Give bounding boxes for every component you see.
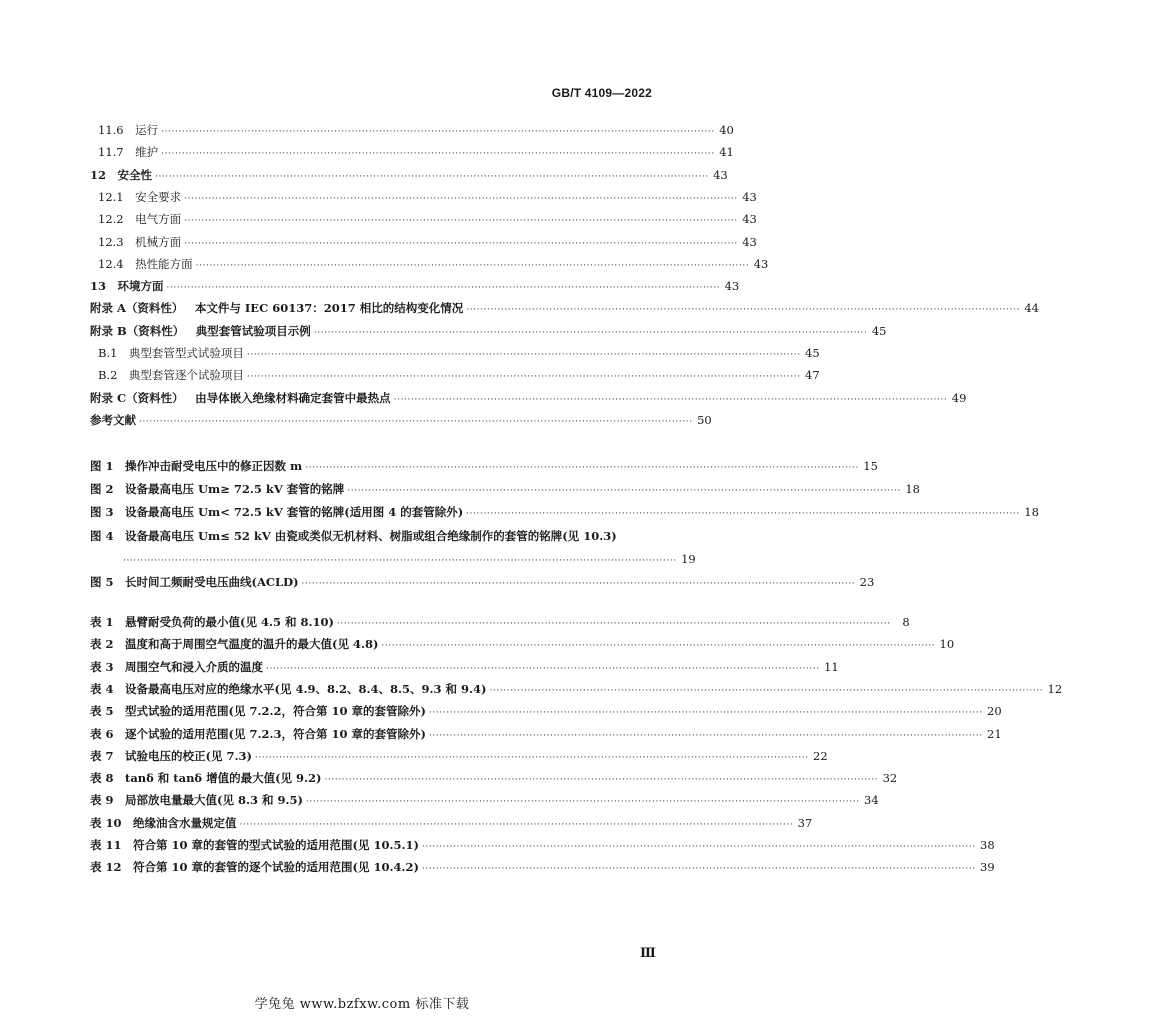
tables-entry-label: 表 3 周围空气和浸入介质的温度 [90,659,264,674]
toc-entry-page: 44 [1024,301,1039,316]
standard-number-header: GB/T 4109—2022 [551,86,652,100]
tables-entry[interactable] [90,814,813,832]
figures-entry[interactable] [90,573,875,591]
toc-entry-page: 50 [697,412,712,427]
tables-entry[interactable] [90,635,955,653]
leader-dots: ································································································································································ [421,864,976,875]
toc-entry[interactable] [90,322,887,340]
tables-entry[interactable] [90,725,1002,743]
figures-entry[interactable] [90,503,1039,521]
toc-entry-page: 47 [805,368,820,383]
toc-entry-page: 43 [724,279,740,294]
tables-entry[interactable] [90,747,828,765]
toc-entry-page: 49 [951,390,967,405]
figures-entry-page: 18 [905,482,920,497]
leader-dots: ································································································································································ [246,350,801,360]
watermark-footer: 学兔兔 www.bzfxw.com 标准下载 [254,997,470,1012]
tables-entry-label: 表 7 试验电压的校正(见 7.3) [90,748,252,763]
toc-entry-page: 43 [742,212,757,227]
leader-dots: ································································································································································ [466,509,1020,520]
leader-dots: ································································································································································ [305,463,859,473]
leader-dots: ································································································································································ [123,555,677,566]
page-number: Ⅲ [640,946,656,961]
toc-entry-label: 12.2 电气方面 [98,212,182,227]
tables-entry-page: 21 [987,726,1002,741]
toc-entry-label: 13 环境方面 [90,279,164,294]
tables-entry-page: 10 [939,637,955,652]
figures-entry-label: 图 1 操作冲击耐受电压中的修正因数 m [90,459,303,473]
tables-entry[interactable] [90,858,995,876]
leader-dots: ································································································································································ [184,216,738,227]
tables-entry-page: 12 [1047,681,1063,696]
toc-entry-label: 12.4 热性能方面 [98,256,193,271]
leader-dots: ································································································································································ [466,305,1020,316]
toc-entry-label: 12.1 安全要求 [98,189,182,204]
toc-entry-label: 附录 C（资料性） 由导体嵌入绝缘材料确定套管中最热点 [90,390,391,405]
toc-entry[interactable] [90,411,712,429]
figures-entry[interactable] [120,550,696,568]
tables-entry-label: 表 9 局部放电量最大值(见 8.3 和 9.5) [90,793,303,808]
leader-dots: ································································································································································ [301,579,856,589]
leader-dots: ································································································································································ [155,171,709,182]
toc-entry[interactable] [98,121,734,139]
toc-entry-page: 43 [753,256,769,271]
toc-entry[interactable] [98,210,757,228]
figures-entry-page: 15 [863,459,878,473]
leader-dots: ································································································································································ [139,416,693,427]
leader-dots: ································································································································································ [239,819,794,830]
toc-entry[interactable] [98,188,757,206]
tables-entry-label: 表 4 设备最高电压对应的绝缘水平(见 4.9、8.2、8.4、8.5、9.3 和 9.4) [90,681,487,696]
toc-entry-page: 43 [713,167,728,182]
leader-dots: ································································································································································ [421,842,976,852]
figures-entry-page: 18 [1024,505,1039,520]
leader-dots: ································································································································································ [428,708,983,719]
toc-entry[interactable] [98,255,769,273]
leader-dots: ································································································································································ [347,486,901,497]
tables-entry-page: 11 [824,659,839,674]
leader-dots: ································································································································································ [161,149,715,160]
toc-entry[interactable] [90,166,728,184]
toc-entry-page: 40 [719,123,734,137]
figures-entry-label: 图 4 设备最高电压 Um≤ 52 kV 由瓷或类似无机材料、树脂或组合绝缘制作的套管的铭牌(见 10.3) [90,528,617,543]
toc-entry[interactable] [90,389,967,407]
toc-entry-page: 45 [871,323,887,338]
tables-entry-label: 表 12 符合第 10 章的套管的逐个试验的适用范围(见 10.4.2) [90,860,419,875]
toc-entry-page: 45 [805,346,820,360]
tables-entry-label: 表 1 悬臂耐受负荷的最小值(见 4.5 和 8.10) [90,615,334,629]
tables-entry-page: 38 [980,838,995,852]
toc-entry-page: 43 [742,189,757,204]
toc-entry[interactable] [98,344,820,362]
tables-entry-page: 37 [797,815,813,830]
leader-dots: ································································································································································ [266,663,820,674]
leader-dots: ································································································································································ [305,797,860,808]
toc-entry-label: B.1 典型套管型式试验项目 [98,346,244,360]
tables-entry-label: 表 8 tanδ 和 tanδ 增值的最大值(见 9.2) [90,771,322,786]
toc-entry-label: 参考文献 [90,412,136,427]
leader-dots: ································································································································································ [246,372,801,383]
toc-entry[interactable] [90,277,740,295]
tables-entry-page: 39 [980,860,995,875]
toc-entry-label: 附录 A（资料性） 本文件与 IEC 60137：2017 相比的结构变化情况 [90,301,464,316]
tables-entry-label: 表 5 型式试验的适用范围(见 7.2.2，符合第 10 章的套管除外) [90,704,426,719]
leader-dots: ································································································································································ [428,730,983,741]
tables-entry[interactable] [90,702,1002,720]
leader-dots: ································································································································································ [254,752,809,763]
figures-entry-page: 23 [859,575,875,589]
leader-dots: ································································································································································ [184,193,738,204]
figures-entry[interactable] [90,527,652,545]
leader-dots: ································································································································································ [184,238,738,249]
tables-entry-page: 8 [902,615,910,629]
toc-entry[interactable] [98,143,734,161]
figures-entry-label: 图 2 设备最高电压 Um≥ 72.5 kV 套管的铭牌 [90,482,345,497]
leader-dots: ································································································································································ [166,283,721,294]
tables-entry-page: 34 [864,793,879,808]
toc-entry-label: 11.6 运行 [98,123,159,137]
toc-entry-label: 12 安全性 [90,167,153,182]
figures-entry[interactable] [90,457,878,475]
tables-entry-page: 22 [813,748,828,763]
tables-entry-label: 表 2 温度和高于周围空气温度的温升的最大值(见 4.8) [90,637,379,652]
figures-entry-page: 19 [681,551,696,566]
toc-entry[interactable] [98,233,757,251]
toc-entry-label: 11.7 维护 [98,145,159,160]
tables-entry[interactable] [90,658,839,676]
toc-entry-page: 41 [719,145,734,160]
leader-dots: ································································································································································ [313,327,868,338]
tables-entry-label: 表 10 绝缘油含水量规定值 [90,815,237,830]
tables-entry-page: 32 [882,771,898,786]
tables-entry[interactable] [90,769,898,787]
toc-entry-label: B.2 典型套管逐个试验项目 [98,368,244,383]
toc-entry-page: 43 [742,234,757,249]
toc-entry[interactable] [98,366,820,384]
tables-entry-label: 表 6 逐个试验的适用范围(见 7.2.3，符合第 10 章的套管除外) [90,726,426,741]
tables-entry[interactable] [90,836,995,854]
tables-entry-page: 20 [987,704,1002,719]
toc-entry-label: 12.3 机械方面 [98,234,182,249]
figures-entry[interactable] [90,480,920,498]
leader-dots: ································································································································································ [324,775,879,786]
leader-dots: ································································································································································ [489,685,1044,696]
leader-dots: ································································································································································ [195,260,750,271]
figures-entry-label: 图 5 长时间工频耐受电压曲线(ACLD) [90,575,299,589]
tables-entry-label: 表 11 符合第 10 章的套管的型式试验的适用范围(见 10.5.1) [90,838,419,852]
leader-dots: ································································································································································ [381,641,936,652]
tables-entry[interactable] [90,680,1063,698]
tables-entry[interactable] [90,613,910,631]
toc-entry[interactable] [90,299,1039,317]
leader-dots: ································································································································································ [161,127,715,137]
tables-entry[interactable] [90,791,879,809]
figures-entry-label: 图 3 设备最高电压 Um< 72.5 kV 套管的铭牌(适用图 4 的套管除外) [90,505,464,520]
leader-dots: ································································································································································ [336,619,891,629]
leader-dots: ································································································································································ [393,394,948,405]
toc-entry-label: 附录 B（资料性） 典型套管试验项目示例 [90,323,311,338]
